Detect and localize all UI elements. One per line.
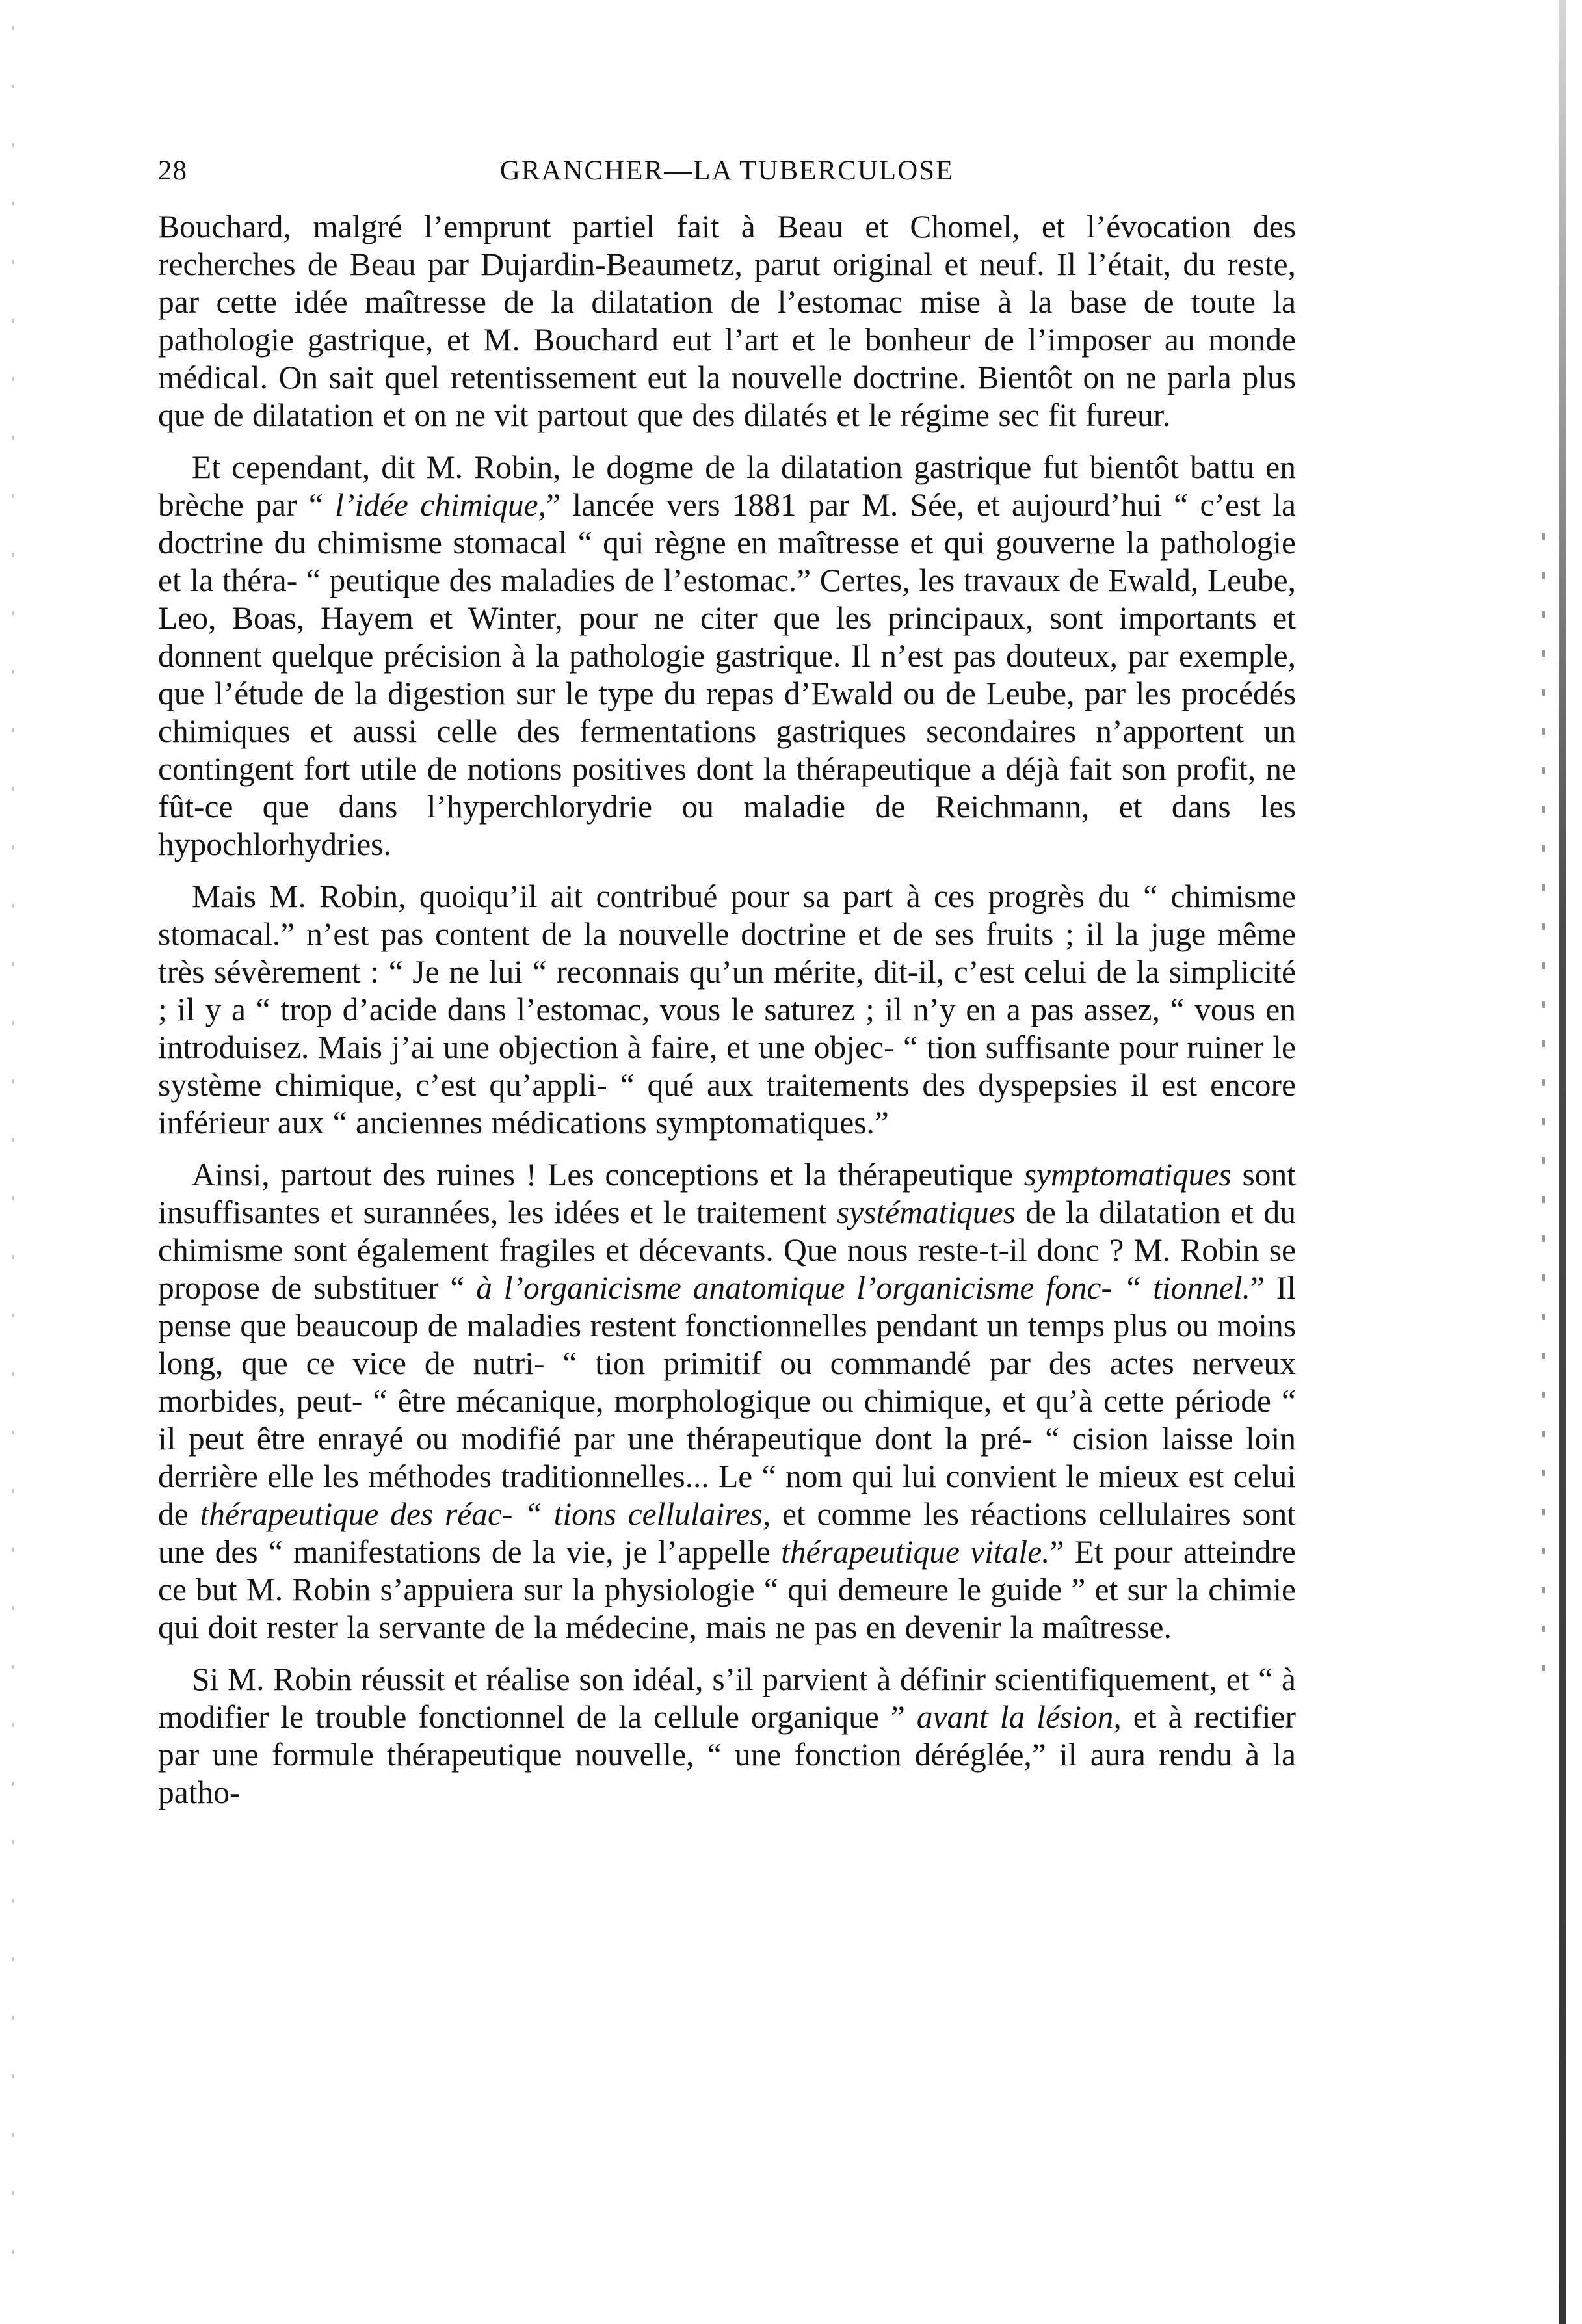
paragraph-5-text-b: et à rectifier par une formule thérapeutique nouvelle, “ une fonction déréglée,” il aura rendu à la patho- <box>158 1699 1296 1810</box>
paragraph-5-text-a: Si M. Robin réussit et réalise son idéal, s’il parvient à définir scientifiquement, et “ à modifier le trouble fonctionnel de la cellule organique ” <box>158 1661 1296 1735</box>
paragraph-4-text-b: sont insuffisantes et surannées, les idées et le traitement <box>158 1157 1296 1230</box>
running-title: GRANCHER—LA TUBERCULOSE <box>499 155 955 186</box>
paragraph-4 <box>158 1156 1296 1646</box>
paragraph-4-text-c: de la dilatation et du chimisme sont également fragiles et décevants. Que nous reste-t-il donc ? M. Robin se propose de substituer “ <box>158 1195 1296 1306</box>
paragraph-2-text-b: ” lancée vers 1881 par M. Sée, et aujourd’hui “ c’est la doctrine du chimisme stomacal “ qui règne en maîtresse et qui gouverne la pathologie et la théra- “ peutique des maladies de l’estomac.” Certes, les travaux de Ewald, Leube, Leo, Boas, Hayem et Winter, pour ne citer que les principaux, sont importants et donnent quelque précision à la pathologie gastrique. Il n’est pas douteux, par exemple, que l’étude de la digestion sur le type du repas d’Ewald ou de Leube, par les procédés chimiques et aussi celle des fermentations gastriques secondaires n’apportent un contingent fort utile de notions positives dont la thérapeutique a déjà fait son profit, ne fût-ce que dans l’hyperchlorydrie ou maladie de Reichmann, et dans les hypochlorhydries. <box>158 487 1297 862</box>
paragraph-2 <box>158 449 1296 864</box>
paragraph-2-italic-a: l’idée chimique, <box>335 487 547 523</box>
paragraph-4-italic-e: thérapeutique vitale. <box>781 1534 1050 1570</box>
page-edge-shadow-right <box>1559 0 1566 2324</box>
paragraph-3-text: Mais M. Robin, quoiqu’il ait contribué pour sa part à ces progrès du “ chimisme stomacal.” n’est pas content de la nouvelle doctrine et de ses fruits ; il la juge même très sévèrement : “ Je ne lui “ reconnais qu’un mérite, dit-il, c’est celui de la simplicité ; il y a “ trop d’acide dans l’estomac, vous le saturez ; il n’y en a pas assez, “ vous en introduisez. Mais j’ai une objection à faire, et une objec- “ tion suffisante pour ruiner le système chimique, c’est qu’appli- “ qué aux traitements des dyspepsies il est encore inférieur aux “ anciennes médications symptomatiques.” <box>158 878 1296 1141</box>
paragraph-4-italic-a: symptomatiques <box>1023 1157 1232 1193</box>
paragraph-4-text-f: ” Et pour atteindre ce but M. Robin s’appuiera sur la physiologie “ qui demeure le guide ” et sur la chimie qui doit rester la servante de la médecine, mais ne pas en devenir la maîtresse. <box>158 1534 1296 1645</box>
page-number: 28 <box>158 155 187 186</box>
paragraph-4-italic-c: à l’organicisme anatomique l’organicisme fonc- “ tionnel. <box>476 1270 1250 1306</box>
paragraph-5 <box>158 1661 1296 1812</box>
page-edge-marks-right <box>1542 533 1545 1704</box>
page-edge-marks-left <box>12 26 14 2289</box>
paragraph-4-text-a: Ainsi, partout des ruines ! Les conceptions et la thérapeutique <box>192 1157 1024 1193</box>
paragraph-2-text-a: Et cependant, dit M. Robin, le dogme de la dilatation gastrique fut bientôt battu en brèche par “ <box>158 449 1296 523</box>
running-head <box>158 143 1296 208</box>
paragraph-5-italic-a: avant la lésion, <box>916 1699 1122 1735</box>
paragraph-4-text-e: et comme les réactions cellulaires sont une des “ manifestations de la vie, je l’appelle <box>158 1496 1296 1570</box>
text-block <box>158 143 1296 1812</box>
paragraph-4-italic-d: thérapeutique des réac- “ tions cellulaires, <box>200 1496 771 1532</box>
paragraph-1-text: Bouchard, malgré l’emprunt partiel fait à Beau et Chomel, et l’évocation des recherches de Beau par Dujardin-Beaumetz, parut original et neuf. Il l’était, du reste, par cette idée maîtresse de la dilatation de l’estomac mise à la base de toute la pathologie gastrique, et M. Bouchard eut l’art et le bonheur de l’imposer au monde médical. On sait quel retentissement eut la nouvelle doctrine. Bientôt on ne parla plus que de dilatation et on ne vit partout que des dilatés et le régime sec fit fureur. <box>158 209 1296 433</box>
paragraph-3 <box>158 878 1296 1142</box>
paragraph-1 <box>158 208 1296 434</box>
paragraph-4-text-d: ” Il pense que beaucoup de maladies restent fonctionnelles pendant un temps plus ou moins long, que ce vice de nutri- “ tion primitif ou commandé par des actes nerveux morbides, peut- “ être mécanique, morphologique ou chimique, et qu’à cette période “ il peut être enrayé ou modifié par une thérapeutique dont la pré- “ cision laisse loin derrière elle les méthodes traditionnelles... Le “ nom qui lui convient le mieux est celui de <box>158 1270 1296 1532</box>
paragraph-4-italic-b: systématiques <box>836 1195 1016 1230</box>
